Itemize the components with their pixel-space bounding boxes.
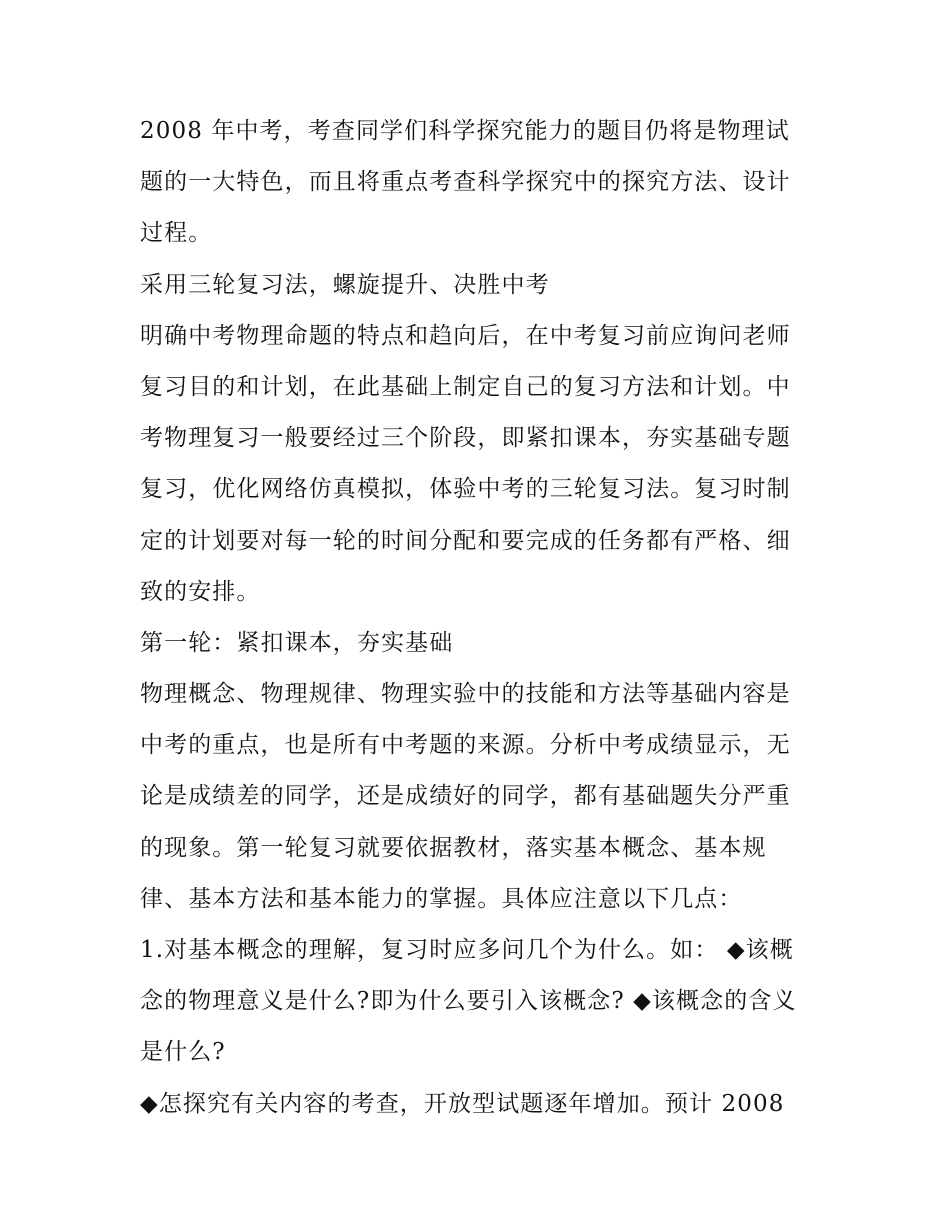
text-line: ◆怎探究有关内容的考查，开放型试题逐年增加。预计 2008 (140, 1090, 785, 1117)
list-item-line: 1.对基本概念的理解，复习时应多问几个为什么。如： ◆该概 (140, 937, 794, 963)
section-heading: 第一轮：紧扣课本，夯实基础 (140, 629, 454, 656)
text-line: 题的一大特色，而且将重点考查科学探究中的探究方法、设计 (140, 169, 791, 196)
text-line: 考物理复习一般要经过三个阶段，即紧扣课本，夯实基础专题 (140, 425, 791, 452)
text-line: 明确中考物理命题的特点和趋向后，在中考复习前应询问老师 (140, 322, 791, 349)
text-line: 复习目的和计划，在此基础上制定自己的复习方法和计划。中 (140, 373, 791, 400)
section-heading: 采用三轮复习法，螺旋提升、决胜中考 (140, 271, 550, 298)
text-line: 念的物理意义是什么?即为什么要引入该概念? ◆该概念的含义 (140, 988, 797, 1015)
text-line: 致的安排。 (140, 578, 261, 605)
text-line: 的现象。第一轮复习就要依据教材，落实基本概念、基本规 (140, 834, 767, 861)
text-line: 律、基本方法和基本能力的掌握。具体应注意以下几点： (140, 885, 743, 912)
text-line: 过程。 (140, 220, 213, 247)
document-body (140, 106, 830, 1130)
text-line: 定的计划要对每一轮的时间分配和要完成的任务都有严格、细 (140, 527, 791, 554)
text-line: 论是成绩差的同学，还是成绩好的同学，都有基础题失分严重 (140, 783, 791, 810)
text-line: 是什么? (140, 1039, 226, 1066)
text-line: 2008 年中考，考查同学们科学探究能力的题目仍将是物理试 (140, 118, 790, 144)
text-line: 物理概念、物理规律、物理实验中的技能和方法等基础内容是 (140, 681, 791, 708)
text-line: 复习，优化网络仿真模拟，体验中考的三轮复习法。复习时制 (140, 476, 791, 503)
text-line: 中考的重点，也是所有中考题的来源。分析中考成绩显示，无 (140, 732, 791, 759)
